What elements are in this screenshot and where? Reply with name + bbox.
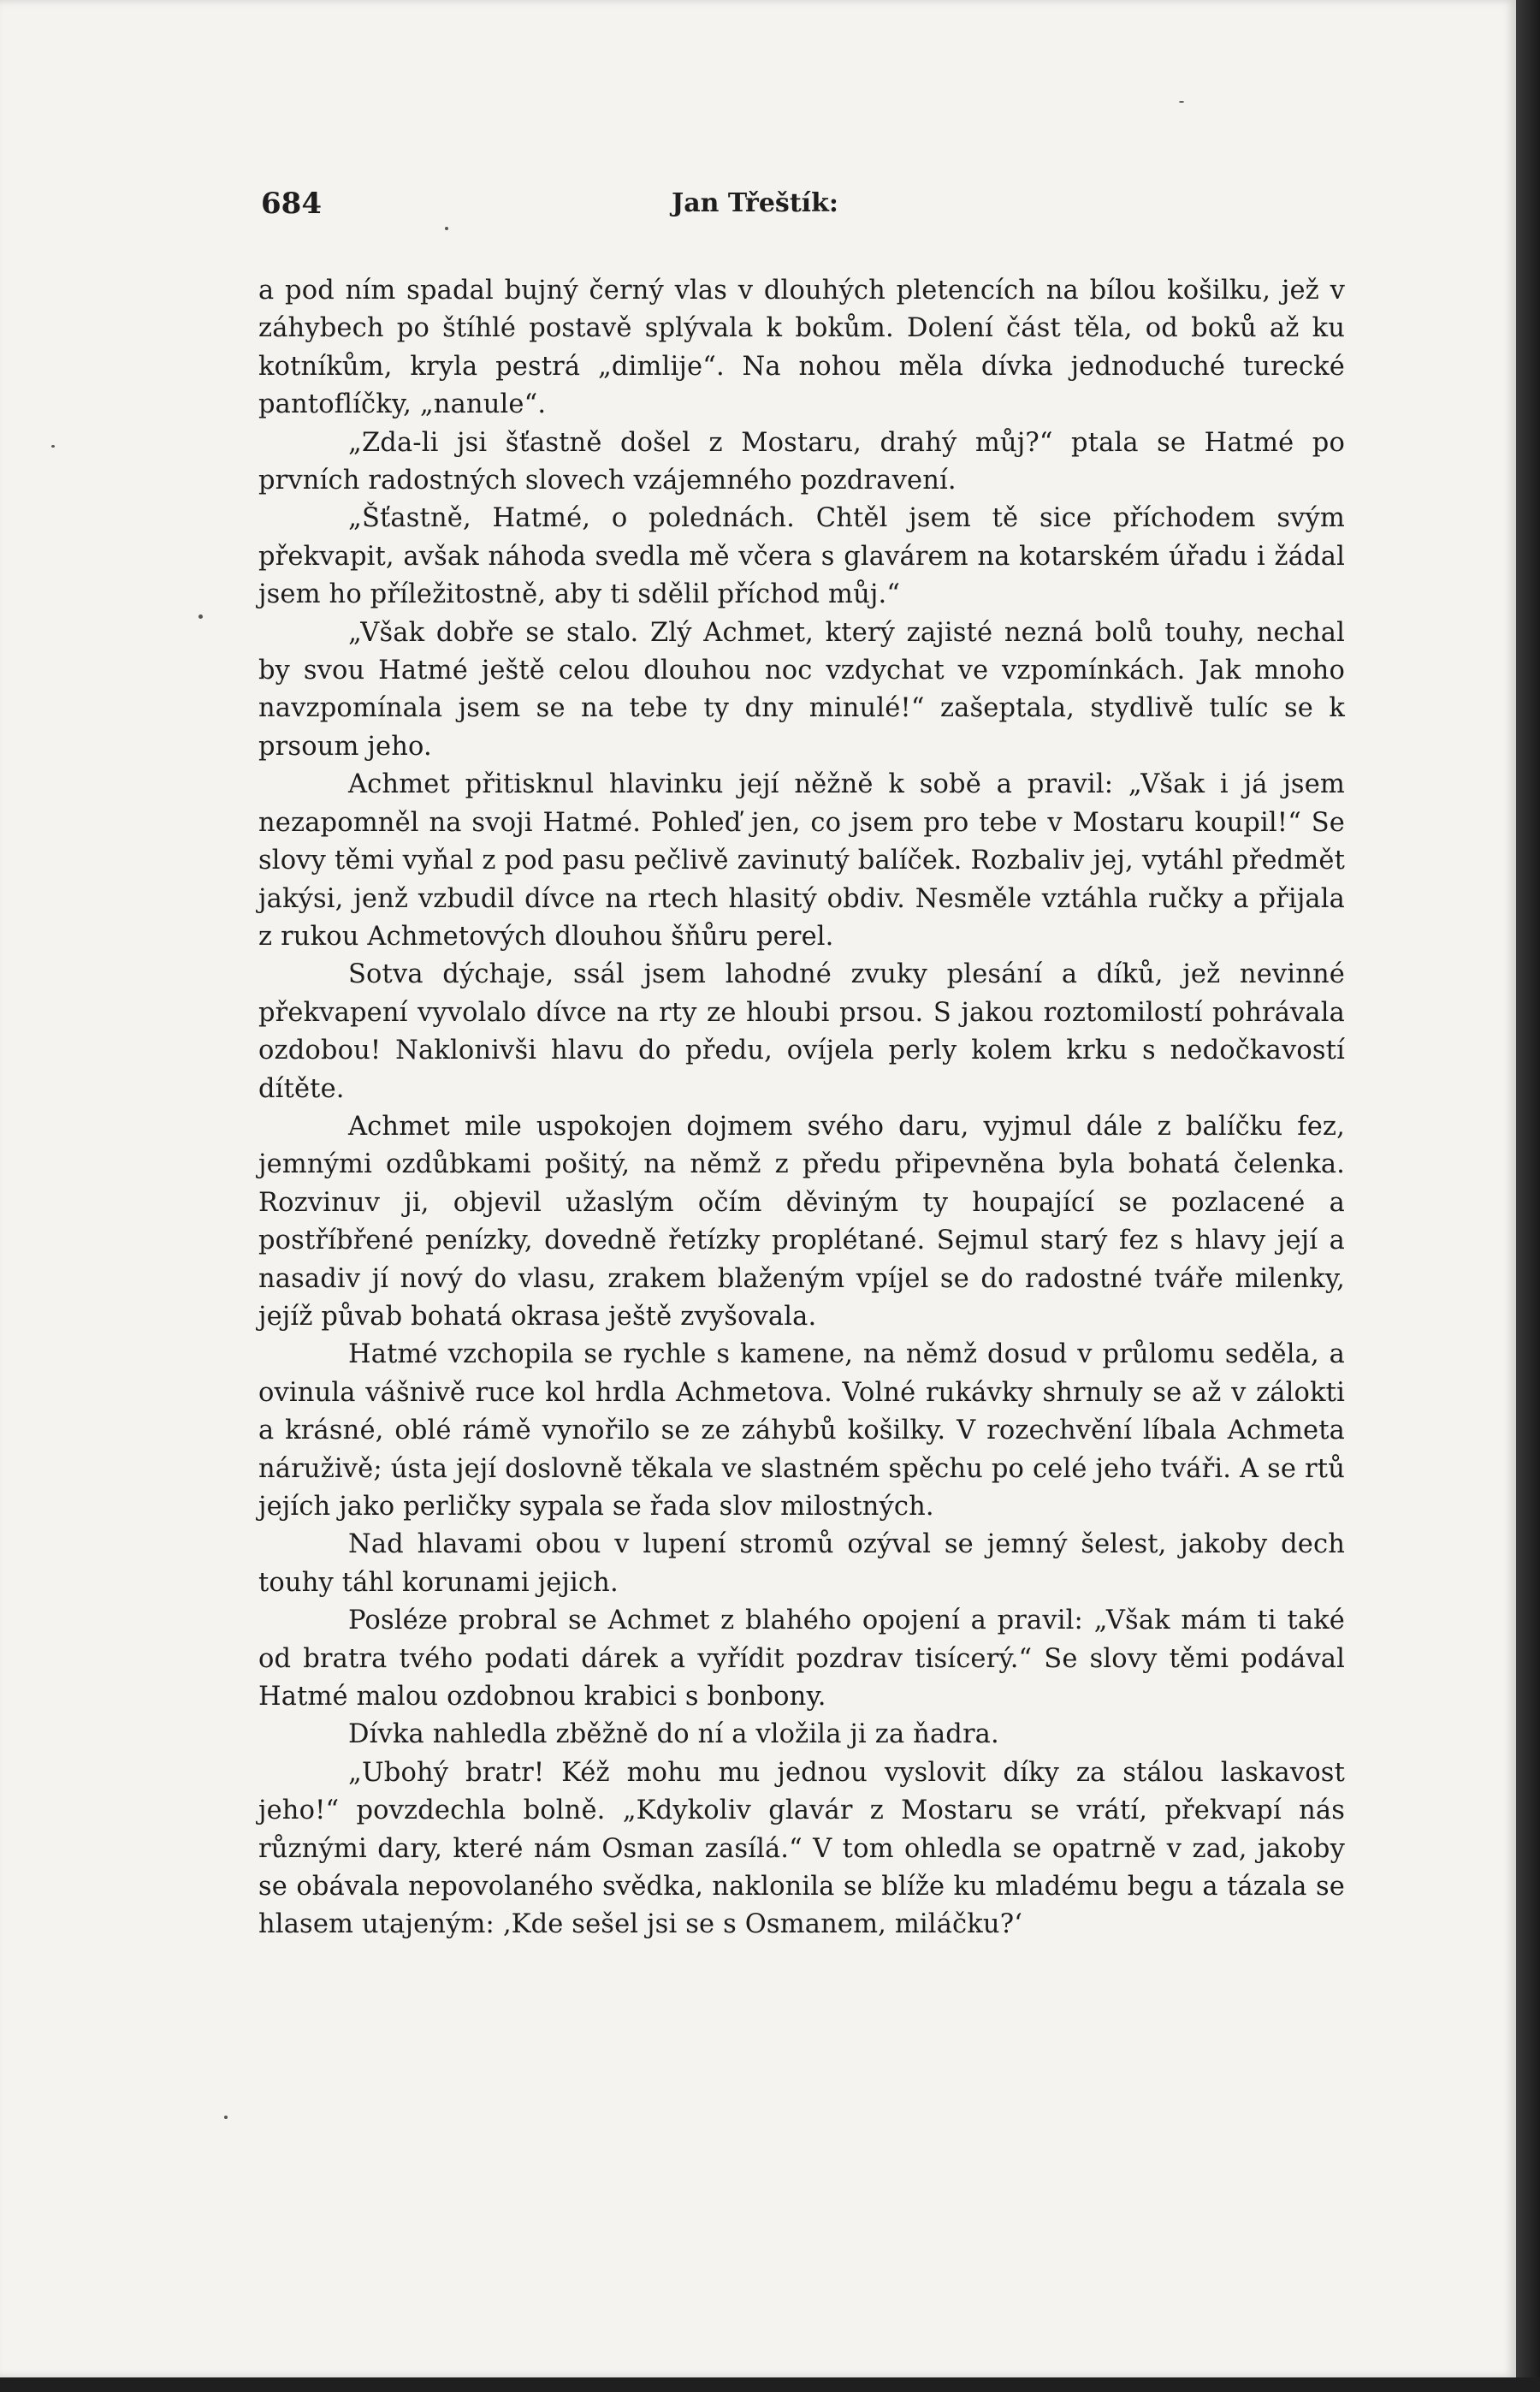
paragraph: Dívka nahledla zběžně do ní a vložila ji za ňadra.	[348, 1719, 999, 1750]
paragraph: „Zda-li jsi šťastně došel z Mostaru, drahý můj?“ ptala se Hatmé po prvních radostných slovech vzájemného pozdravení.	[258, 427, 1345, 496]
page-number: 684	[261, 187, 322, 221]
paragraph: „Však dobře se stalo. Zlý Achmet, který zajisté nezná bolů touhy, nechal by svou Hatmé ještě celou dlouhou noc vzdychat ve vzpomínkách. Jak mnoho navzpomínala jsem se na tebe ty dny minulé!“ zašeptala, stydlivě tulíc se k prsoum jeho.	[258, 617, 1345, 762]
running-head: Jan Třeštík:	[672, 188, 838, 218]
body-text	[258, 272, 1345, 1944]
scan-speck	[224, 2116, 228, 2119]
paragraph: Hatmé vzchopila se rychle s kamene, na němž dosud v průlomu seděla, a ovinula vášnivě ruce kol hrdla Achmetova. Volné rukávky shrnuly se až v zálokti a krásné, oblé rámě vynořilo se ze záhybů košilky. V rozechvění líbala Achmeta náruživě; ústa její doslovně těkala ve slastném spěchu po celé jeho tváři. A se rtů jejích jako perličky sypala se řada slov milostných.	[258, 1339, 1345, 1522]
scan-speck	[51, 445, 55, 448]
paragraph: Achmet mile uspokojen dojmem svého daru, vyjmul dále z balíčku fez, jemnými ozdůbkami pošitý, na němž z předu připevněna byla bohatá čelenka. Rozvinuv ji, objevil užaslým očím děviným ty houpající se pozlacené a postříbřené penízky, dovedně řetízky proplétané. Sejmul starý fez s hlavy její a nasadiv jí nový do vlasu, zrakem blaženým vpíjel se do radostné tváře milenky, jejíž půvab bohatá okrasa ještě zvyšovala.	[258, 1111, 1345, 1332]
scan-edge-bottom	[0, 2377, 1540, 2392]
scan-speck	[198, 614, 203, 619]
paragraph: a pod ním spadal bujný černý vlas v dlouhých pletencích na bílou košilku, jež v záhybech po štíhlé postavě splývala k bokům. Dolení část těla, od boků až ku kotníkům, kryla pestrá „dimlije“. Na nohou měla dívka jednoduché turecké pantoflíčky, „nanule“.	[258, 276, 1345, 420]
paragraph: Achmet přitisknul hlavinku její něžně k sobě a pravil: „Však i já jsem nezapomněl na svoji Hatmé. Pohleď jen, co jsem pro tebe v Mostaru koupil!“ Se slovy těmi vyňal z pod pasu pečlivě zavinutý balíček. Rozbaliv jej, vytáhl předmět jakýsi, jenž vzbudil dívce na rtech hlasitý obdiv. Nesměle vztáhla ručky a přijala z rukou Achmetových dlouhou šňůru perel.	[258, 769, 1345, 952]
scan-speck	[445, 227, 448, 230]
scan-edge-right	[1516, 0, 1540, 2392]
paragraph: Sotva dýchaje, ssál jsem lahodné zvuky plesání a díků, jež nevinné překvapení vyvolalo dívce na rty ze hloubi prsou. S jakou roztomilostí pohrávala ozdobou! Naklonivši hlavu do předu, ovíjela perly kolem krku s nedočkavostí dítěte.	[258, 959, 1345, 1104]
paragraph: Nad hlavami obou v lupení stromů ozýval se jemný šelest, jakoby dech touhy táhl korunami jejich.	[258, 1529, 1345, 1598]
paragraph: „Ubohý bratr! Kéž mohu mu jednou vyslovit díky za stálou laskavost jeho!“ povzdechla bolně. „Kdykoliv glavár z Mostaru se vrátí, překvapí nás různými dary, které nám Osman zasílá.“ V tom ohledla se opatrně v zad, jakoby se obávala nepovolaného svědka, naklonila se blíže ku mladému begu a tázala se hlasem utajeným: ‚Kde sešel jsi se s Osmanem, miláčku?‘	[258, 1757, 1345, 1940]
paragraph: „Šťastně, Hatmé, o polednách. Chtěl jsem tě sice příchodem svým překvapit, avšak náhoda svedla mě včera s glavárem na kotarském úřadu i žádal jsem ho příležitostně, aby ti sdělil příchod můj.“	[258, 503, 1345, 610]
scan-speck	[1179, 101, 1184, 103]
page-header	[261, 187, 1348, 229]
paragraph: Posléze probral se Achmet z blahého opojení a pravil: „Však mám ti také od bratra tvého podati dárek a vyřídit pozdrav tisícerý.“ Se slovy těmi podával Hatmé malou ozdobnou krabici s bonbony.	[258, 1606, 1345, 1712]
